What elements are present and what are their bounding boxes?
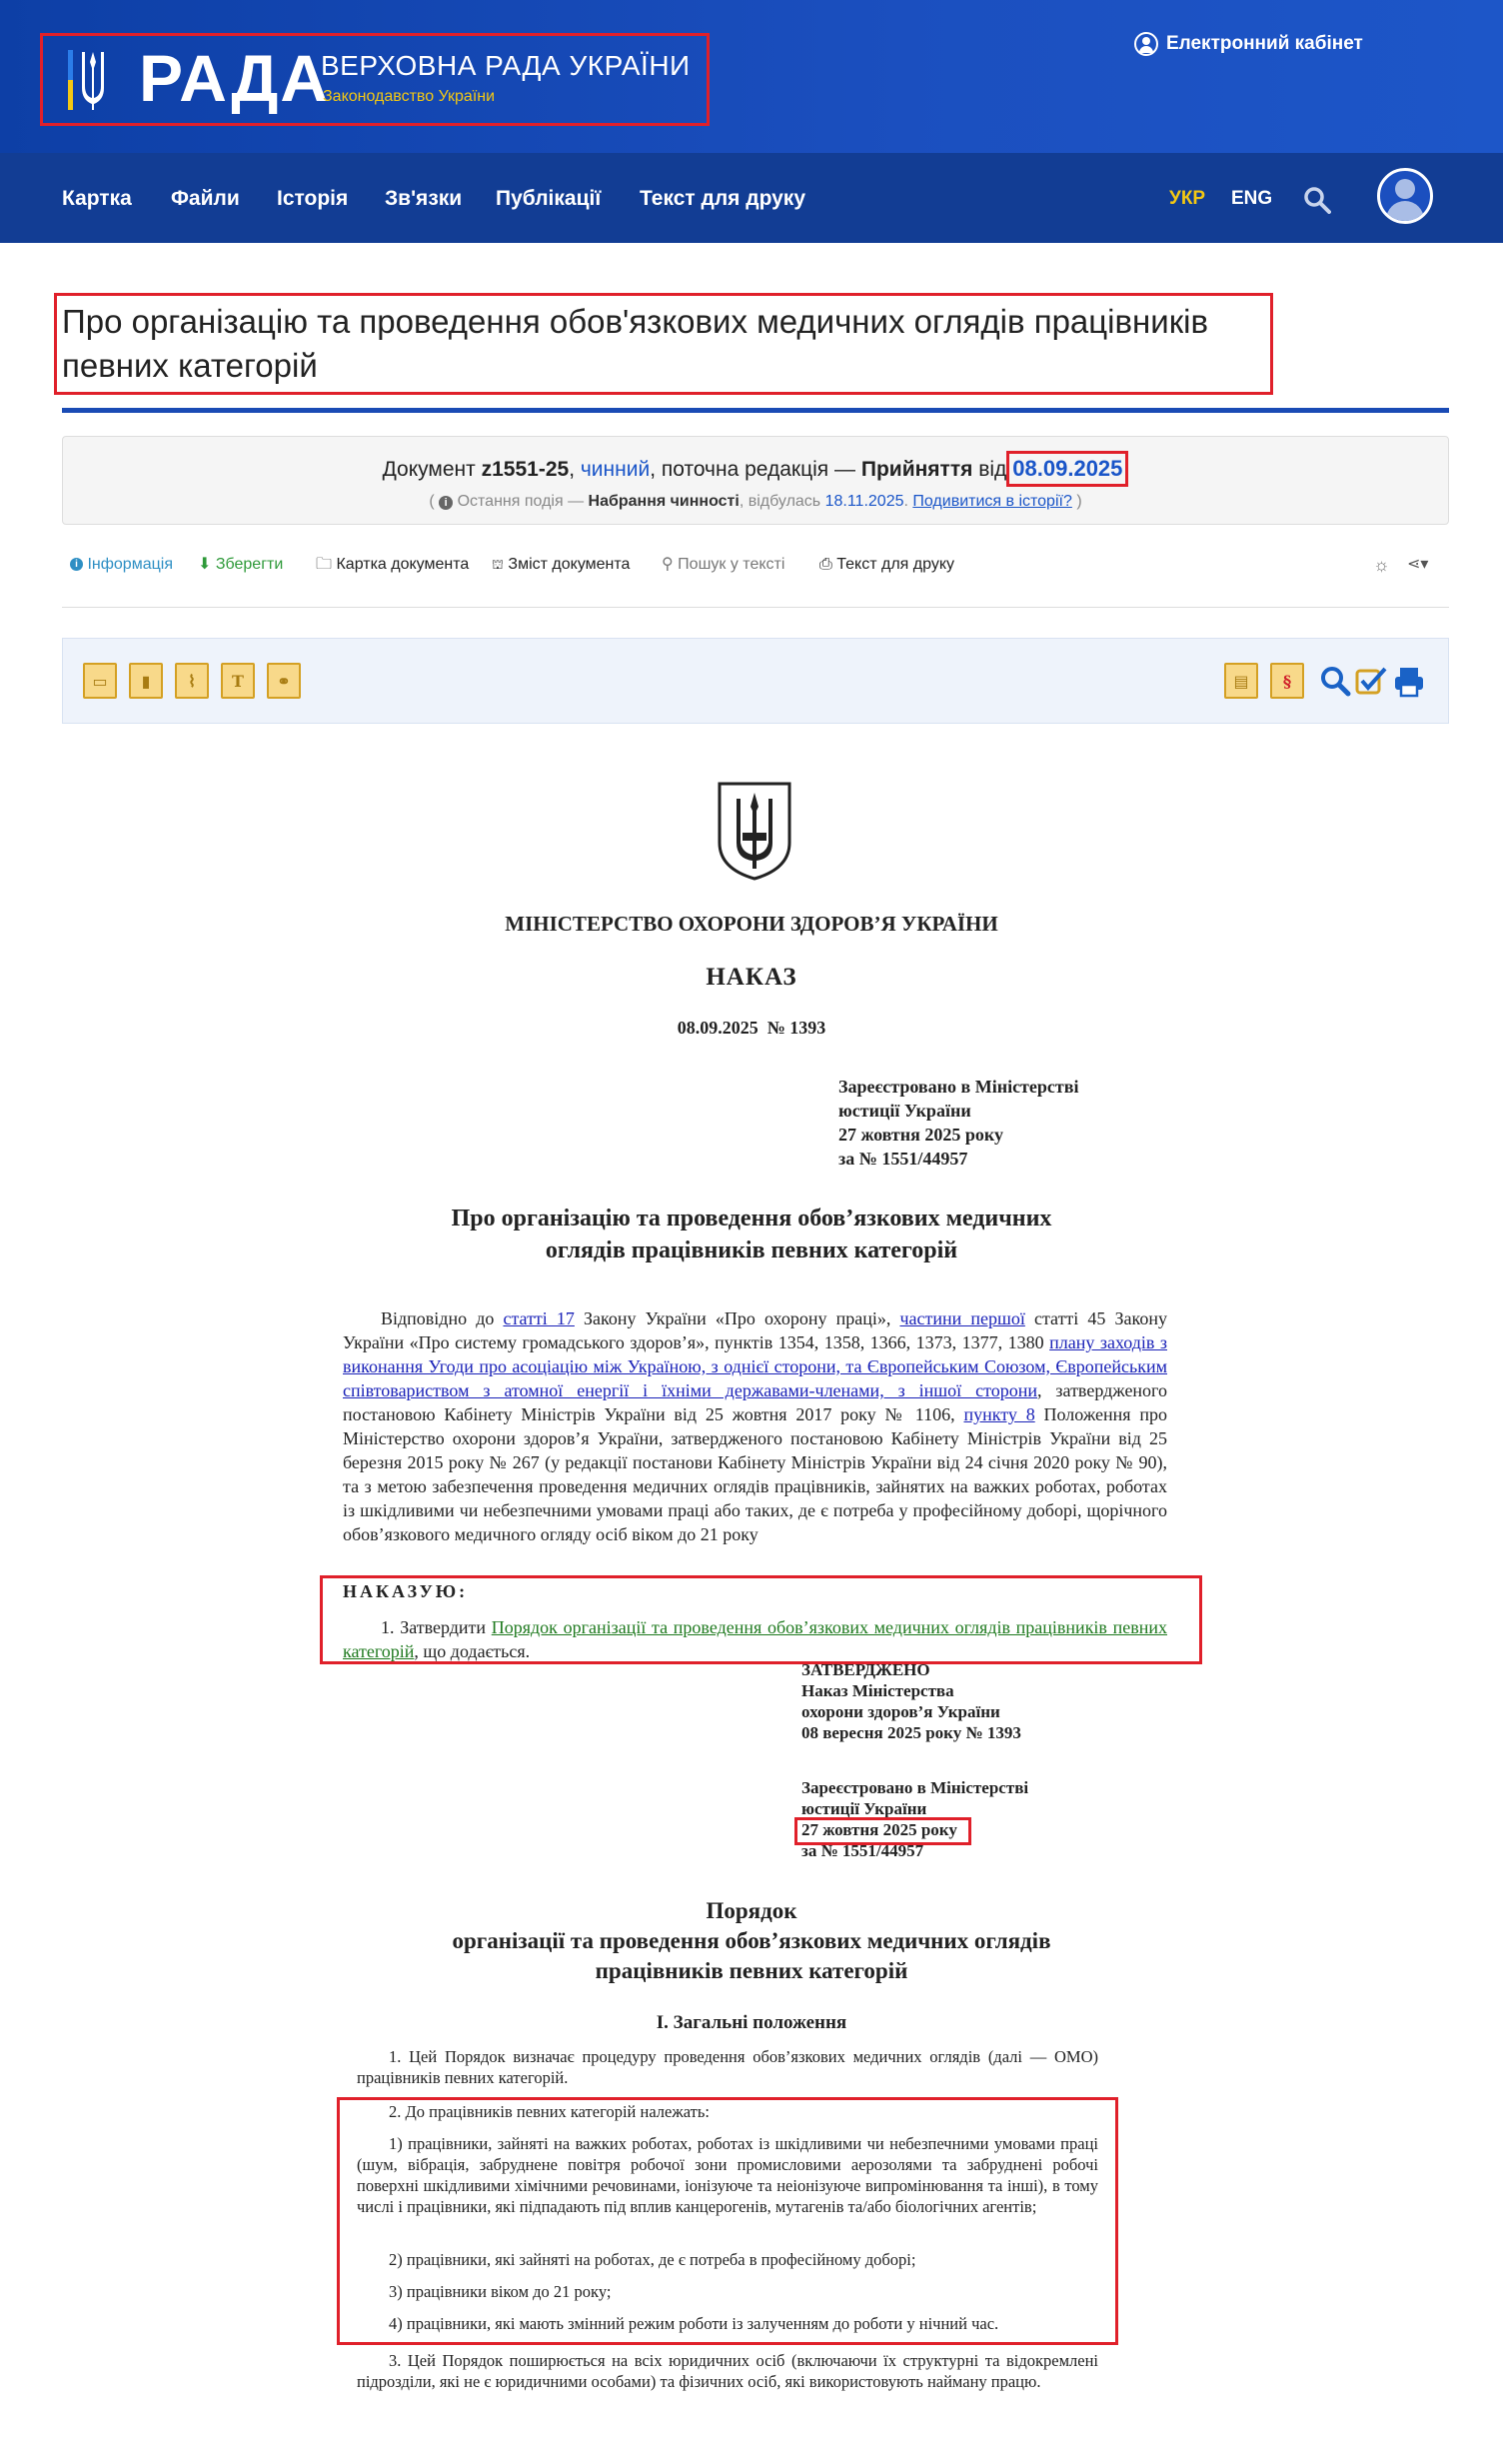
item-text: 1. Затвердити [381,1617,492,1637]
folder-icon: 🗀 [316,556,333,573]
info-tab[interactable] [70,548,173,582]
attach-doc-icon[interactable]: ⌇ [175,663,209,699]
document-number: z1551-25 [481,458,570,481]
registration-line: за № 1551/44957 [838,1149,968,1169]
site-header [0,0,1503,153]
print-text-label: Текст для друку [836,556,955,573]
plan-link[interactable]: плану заходів з виконання Угоди про асоціацію між Україною, з однієї сторони, та Європейським Союзом, Європейським співтовариством з атомної енергії і їхніми державами-членами, з іншої сторони [343,1332,1167,1400]
registration-line: за № 1551/44957 [801,1841,924,1860]
from-text: від [978,458,1007,481]
history-link[interactable]: Подивитися в історії? [912,493,1072,510]
lang-eng[interactable]: ENG [1231,188,1273,209]
item-text: , що додається. [414,1641,531,1661]
link-doc-icon[interactable]: ⚭ [267,663,301,699]
cabinet-link[interactable] [1134,32,1363,56]
bookmark-doc-icon[interactable]: ▮ [129,663,163,699]
procedure-heading-line: Порядок [706,1898,797,1923]
event-label: Остання подія — [457,493,585,510]
settings-icon[interactable]: ☼ [1373,555,1390,575]
archive-doc-icon[interactable]: ▭ [83,663,117,699]
document-actions-bar [62,638,1449,724]
approval-line: 08 вересня 2025 року № 1393 [801,1723,1021,1742]
magnifier-icon: ⚲ [662,556,674,573]
print-text-button[interactable] [819,548,954,582]
paragraph-2: 2. До працівників певних категорій належать: [389,2102,710,2121]
preamble-text: Закону України «Про охорону праці», [574,1308,900,1328]
document-toolbar [62,548,1449,582]
order-heading: НАКАЗУЮ: [343,1581,469,1601]
event-name: Набрання чинності [588,493,740,510]
page-title: Про організацію та проведення обов'язкових медичних оглядів працівників певних категорій [62,303,1209,384]
heading-line: Про організацію та проведення обов’язкових медичних [451,1206,1052,1232]
preamble-text: статті 45 Закону України «Про систему громадського здоров’я», пунктів 1354, 1358, 1366, 1373, 1377, 1380 [343,1308,1167,1352]
procedure-heading-line: працівників певних категорій [595,1958,908,1983]
nav-item-card[interactable]: Картка [62,187,132,210]
registration-date-highlight [794,1817,971,1845]
procedure-heading-line: організації та проведення обов’язкових медичних оглядів [452,1928,1051,1953]
event-close: ) [1076,493,1082,510]
save-label: Зберегти [215,556,284,573]
law-link[interactable]: частини першої [899,1308,1025,1328]
info-icon: i [439,496,453,510]
nav-item-files[interactable]: Файли [171,187,240,210]
title-divider [62,408,1449,413]
compare-doc-icon[interactable]: ▤ [1224,663,1258,699]
category-item-1: 1) працівники, зайняті на важких роботах, роботах із шкідливими чи небезпечними умовами праці (шум, вібрація, забруднене повітря робочої зони промисловими аерозолями та забруднені робочі поверхні шкідливими хімічними речовинами, іонізуюче та неіонізуюче випромінювання та інші), в тому числі і працівники, які підпадають під вплив канцерогенів, мутагенів та/або біологічних агентів; [357,2134,1098,2216]
registration-line: 27 жовтня 2025 року [801,1820,957,1839]
main-nav [0,153,1503,243]
edition-text: , поточна редакція — [650,458,856,481]
procedure-link[interactable]: Порядок організації та проведення обов’язкових медичних оглядів працівників певних категорій [343,1617,1168,1661]
info-circle-icon: i [70,558,83,571]
share-icon[interactable]: ⋖▾ [1407,556,1429,573]
paragraph-doc-icon[interactable]: § [1270,663,1304,699]
document-heading [0,1203,1503,1266]
sitemap-icon: ⛫ [492,557,504,572]
preamble-text: Положення про Міністерство охорони здоров’я України, затвердженого постановою Кабінету Міністрів України від 25 березня 2015 року № 267 (у редакції постанови Кабінету Міністрів України від 24 січня 2020 року № 90), та з метою забезпечення проведення медичних оглядів працівників, зайнятих на важких роботах, роботах із шкідливими чи небезпечними умовами праці або таких, де є потреба у професійному доборі, щорічного обов’язкового медичного огляду осіб віком до 21 року [343,1404,1168,1544]
registration-line: юстиції України [801,1799,927,1818]
cabinet-label: Електронний кабінет [1166,33,1363,54]
print-icon[interactable] [1392,663,1426,699]
user-circle-icon [1134,32,1158,56]
approval-block [801,1659,1021,1743]
preamble-paragraph [343,1306,1167,1546]
registration-block [838,1075,1078,1171]
registration-line: 27 жовтня 2025 року [838,1125,1004,1145]
ministry-name: МІНІСТЕРСТВО ОХОРОНИ ЗДОРОВ’Я УКРАЇНИ [505,912,998,936]
approval-line: охорони здоров’я України [801,1702,1000,1721]
save-button[interactable] [198,548,283,582]
site-logo-link[interactable] [40,33,710,126]
registration-line: Зареєстровано в Міністерстві [838,1077,1079,1097]
printer-icon: ⎙ [819,556,832,573]
card-label: Картка документа [336,556,470,573]
document-info-panel [62,436,1449,525]
card-tab[interactable] [316,548,469,582]
adoption-date-link[interactable]: 08.09.2025 [1006,451,1128,487]
nav-item-history[interactable]: Історія [277,187,349,210]
avatar[interactable] [1377,168,1433,224]
search-text-button[interactable] [662,548,784,582]
status-badge[interactable]: чинний [580,458,651,481]
paragraph-1: 1. Цей Порядок визначає процедуру проведення обов’язкових медичних оглядів (далі — ОМО) працівників певних категорій. [357,2047,1098,2087]
heading-line: оглядів працівників певних категорій [545,1237,958,1263]
event-happened: , відбулась [739,493,821,510]
approval-line: ЗАТВЕРДЖЕНО [801,1660,930,1679]
approval-line: Наказ Міністерства [801,1681,954,1700]
document-status-line: Документ z1551-25, чинний, поточна редакція — Прийняття від 08.09.2025 [63,451,1448,487]
event-date[interactable]: 18.11.2025 [824,493,904,510]
registration-line: юстиції України [838,1101,971,1121]
nav-item-links[interactable]: Зв'язки [385,187,463,210]
category-item-4: 4) працівники, які мають змінний режим роботи із залученням до роботи у нічний час. [389,2314,999,2333]
registration-line: Зареєстровано в Міністерстві [801,1778,1029,1797]
doc-prefix: Документ [382,458,476,481]
category-item-3: 3) працівники віком до 21 року; [389,2282,612,2301]
nav-item-publications[interactable]: Публікації [496,187,602,210]
checklist-icon[interactable] [1354,663,1388,699]
download-icon: ⬇ [198,556,212,573]
adoption-label: Прийняття [860,458,973,481]
paragraph-3: 3. Цей Порядок поширюється на всіх юридичних осіб (включаючи їх структурні та відокремлені підрозділи, які не є юридичними особами) та фізичних осіб, які використовують найману працю. [357,2351,1098,2391]
order-date-number: 08.09.2025 № 1393 [677,1018,826,1038]
coat-of-arms-icon [716,781,793,882]
search-icon[interactable] [1303,186,1331,214]
last-event-line: ( i Остання подія — Набрання чинності, відбулась 18.11.2025. Подивитися в історії? ) [429,493,1082,510]
trident-icon [68,48,110,112]
procedure-heading [0,1896,1503,1986]
toolbar-divider [62,607,1449,608]
clause-link[interactable]: пункту 8 [963,1404,1035,1424]
site-subtitle: Законодавство України [323,88,496,105]
nav-item-print-text[interactable]: Текст для друку [640,187,806,210]
contents-tab[interactable] [492,548,630,582]
search-doc-icon[interactable] [1318,663,1352,699]
logo-wordmark: РАДА [139,41,331,115]
preamble-text: , затвердженого постановою Кабінету Міністрів України від 25 жовтня 2017 року № 1106, [343,1380,1167,1424]
section-heading: I. Загальні положення [656,2012,847,2033]
search-text-label: Пошук у тексті [678,556,785,573]
category-item-2: 2) працівники, які зайняті на роботах, де є потреба в професійному доборі; [389,2250,916,2269]
contents-label: Зміст документа [508,556,631,573]
event-open: ( [429,493,435,510]
site-title: ВЕРХОВНА РАДА УКРАЇНИ [321,50,691,81]
law-link[interactable]: статті 17 [503,1308,575,1328]
info-label: Інформація [87,556,173,573]
text-doc-icon[interactable]: T [221,663,255,699]
lang-ukr[interactable]: УКР [1169,188,1206,209]
order-item-1 [343,1615,1167,1663]
order-type: НАКАЗ [706,964,797,991]
preamble-text: Відповідно до [381,1308,504,1328]
